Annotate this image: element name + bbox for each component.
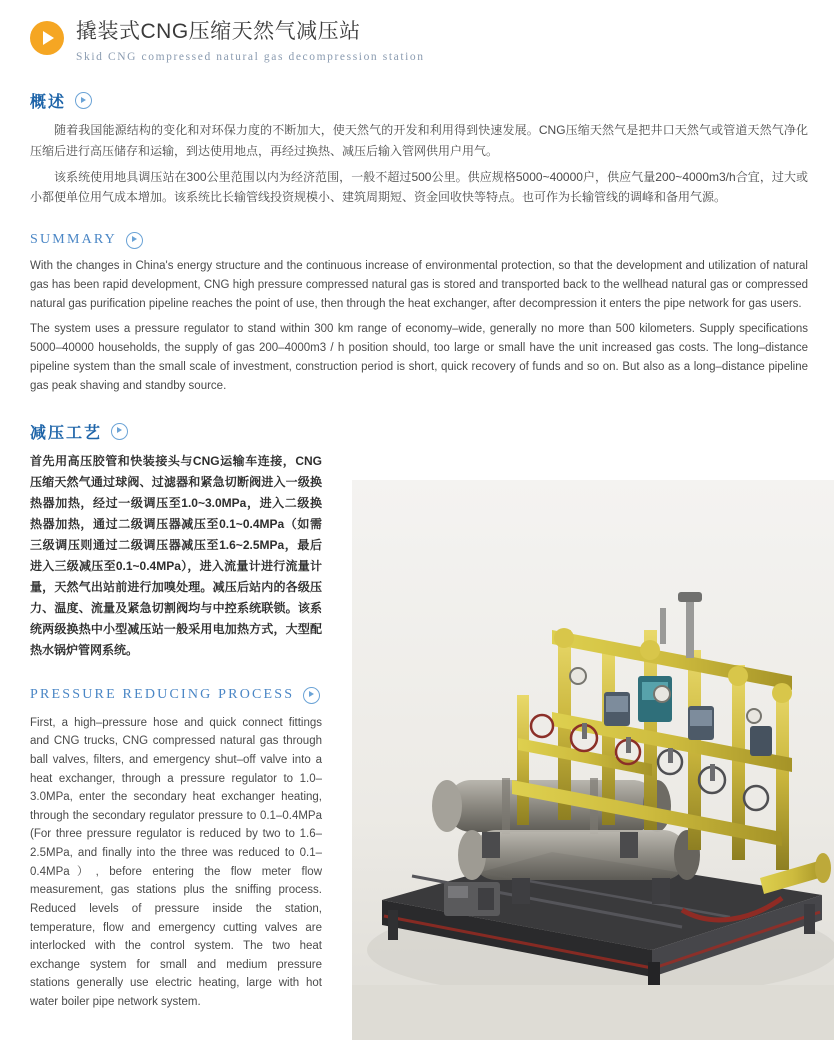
arrow-right-circle-icon bbox=[111, 423, 128, 440]
process-heading bbox=[30, 420, 322, 443]
summary-heading bbox=[30, 232, 808, 249]
header-text bbox=[76, 18, 425, 63]
process-heading-en-label: PRESSURE REDUCING PROCESS bbox=[30, 687, 295, 703]
overview-heading bbox=[30, 89, 808, 112]
process-heading-en bbox=[30, 687, 322, 704]
arrow-right-circle-icon bbox=[303, 687, 320, 704]
overview-paragraph-1: 随着我国能源结构的变化和对环保力度的不断加大，使天然气的开发和利用得到快速发展。CNG压缩天然气是把井口天然气或管道天然气净化压缩后进行高压储存和运输，到达使用地点，再经过换热、减压后输入管网供用户用气。 bbox=[30, 123, 808, 158]
page-title: 撬装式CNG压缩天然气减压站 bbox=[76, 20, 361, 43]
summary-paragraph-1: With the changes in China's energy structure and the continuous increase of environmental protection, so that the development and utilization of natural gas has been rapid development, CNG high pressure compressed natural gas is stored and transported back to the wellhead natural gas or compressed natural gas purification pipeline reaches the point of use, then through the heat exchanger, after decompression it enters the pipe network for gas users. bbox=[30, 259, 808, 310]
summary-section bbox=[22, 232, 812, 396]
cng-decompression-skid-photo bbox=[352, 480, 834, 1040]
page-header bbox=[22, 0, 812, 63]
overview-paragraph-2: 该系统使用地具调压站在300公里范围以内为经济范围，一般不超过500公里。供应规格5000~40000户，供应气量200~4000m3/h合宜，过大或小都便单位用气成本增加。该系统比长输管线投资规模小、建筑周期短、资金回收快等特点。也可作为长输管线的调峰和备用气源。 bbox=[30, 170, 808, 205]
summary-paragraph-2: The system uses a pressure regulator to stand within 300 km range of economy–wide, generally no more than 500 kilometers. Supply specifications 5000–40000 households, the supply of gas 200–4000m3 / h position should, too large or small have the unit increased gas costs. The long–distance pipeline system than the small scale of investment, construction period is short, quick recovery of funds and so on. But also as a long–distance pipeline gas peak shaving and standby source. bbox=[30, 322, 808, 392]
process-paragraph-cn: 首先用高压胶管和快装接头与CNG运输车连接，CNG压缩天然气通过球阀、过滤器和紧急切断阀进入一级换热器加热，经过一级调压至1.0~3.0MPa，进入二级换热器加热，通过二级调压器减压至0.1~0.4MPa（如需三级调压则通过二级调压器减压至1.6~2.5MPa，最后进入三级减压至0.1~0.4MPa），进入流量计进行流量计量，天然气出站前进行加嗅处理。减压后站内的各级压力、温度、流量及紧急切割阀均与中控系统联锁。该系统两级换热中小型减压站一般采用电加热方式，大型配热水锅炉管网系统。 bbox=[30, 453, 322, 657]
overview-heading-label: 概述 bbox=[30, 94, 67, 112]
process-heading-label: 减压工艺 bbox=[30, 424, 103, 442]
page-subtitle: Skid CNG compressed natural gas decompression station bbox=[76, 51, 425, 64]
process-and-photo bbox=[22, 420, 812, 1012]
summary-heading-label: SUMMARY bbox=[30, 232, 117, 248]
arrow-right-circle-icon bbox=[75, 92, 92, 109]
overview-section bbox=[22, 89, 812, 208]
play-icon bbox=[30, 21, 64, 55]
process-section bbox=[22, 420, 322, 1012]
process-paragraph-en: First, a high–pressure hose and quick connect fittings and CNG trucks, CNG compressed natural gas through ball valves, filters, and emergency shut–off valve into a heat exchanger, through a pressure regulator to 1.0–3.0MPa, enter the secondary heat exchanger heating, through the secondary regulator pressure to 0.1–0.4MPa (For three pressure regulator is reduced by two to 1.6–2.5MPa, and finally into the three was reduced to 0.1–0.4MPa）, before entering the flow meter flow measurement, gas stations plus the sniffing process. Reduced levels of pressure inside the station, temperature, flow and emergency cutting valves are interlocked with the control system. The two heat exchange system for small and medium pressure stations generally use electric heating, large with hot water boiler pipe network system. bbox=[30, 716, 322, 1009]
arrow-right-circle-icon bbox=[126, 232, 143, 249]
